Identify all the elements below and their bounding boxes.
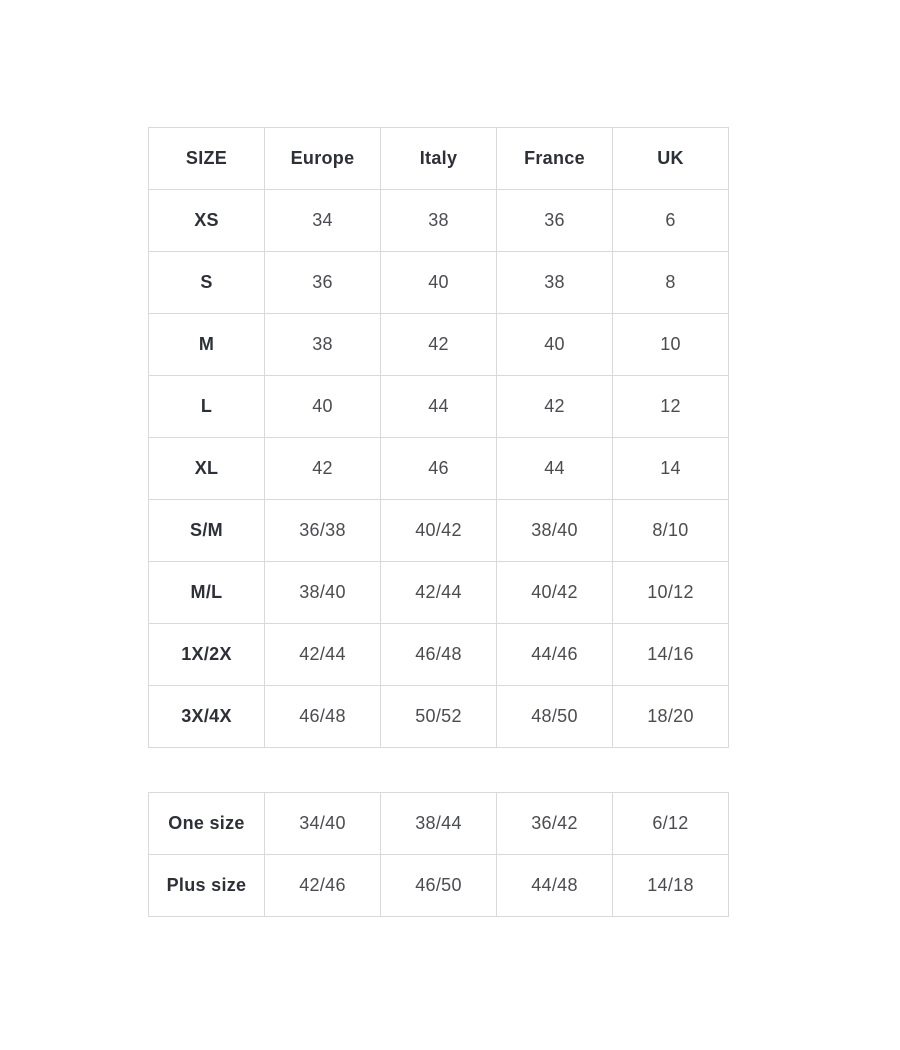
size-label-cell: One size xyxy=(149,793,265,855)
size-label-cell: M/L xyxy=(149,562,265,624)
size-value-cell: 8 xyxy=(613,252,729,314)
size-value-cell: 42 xyxy=(265,438,381,500)
size-label-cell: Plus size xyxy=(149,855,265,917)
size-value-cell: 42/46 xyxy=(265,855,381,917)
size-conversion-table xyxy=(148,127,729,748)
table-row xyxy=(149,562,729,624)
size-value-cell: 36 xyxy=(265,252,381,314)
size-value-cell: 42 xyxy=(497,376,613,438)
one-size-plus-size-table xyxy=(148,792,729,917)
column-header-uk: UK xyxy=(613,128,729,190)
column-header-france: France xyxy=(497,128,613,190)
size-label-cell: L xyxy=(149,376,265,438)
size-value-cell: 38/40 xyxy=(497,500,613,562)
size-label-cell: XL xyxy=(149,438,265,500)
size-value-cell: 36/38 xyxy=(265,500,381,562)
table-row xyxy=(149,438,729,500)
column-header-europe: Europe xyxy=(265,128,381,190)
size-value-cell: 42 xyxy=(381,314,497,376)
size-value-cell: 44 xyxy=(381,376,497,438)
size-value-cell: 44 xyxy=(497,438,613,500)
size-value-cell: 36/42 xyxy=(497,793,613,855)
size-value-cell: 40/42 xyxy=(381,500,497,562)
secondary-table-body xyxy=(149,793,729,917)
header-row xyxy=(149,128,729,190)
size-value-cell: 6 xyxy=(613,190,729,252)
size-value-cell: 34/40 xyxy=(265,793,381,855)
size-value-cell: 40 xyxy=(381,252,497,314)
table-row xyxy=(149,500,729,562)
size-value-cell: 44/46 xyxy=(497,624,613,686)
table-row xyxy=(149,190,729,252)
size-label-cell: M xyxy=(149,314,265,376)
size-value-cell: 40 xyxy=(497,314,613,376)
size-value-cell: 12 xyxy=(613,376,729,438)
size-table-body xyxy=(149,190,729,748)
size-table-header xyxy=(149,128,729,190)
size-value-cell: 38/44 xyxy=(381,793,497,855)
size-value-cell: 50/52 xyxy=(381,686,497,748)
size-value-cell: 6/12 xyxy=(613,793,729,855)
size-value-cell: 38 xyxy=(265,314,381,376)
size-value-cell: 14/18 xyxy=(613,855,729,917)
size-value-cell: 46/50 xyxy=(381,855,497,917)
size-value-cell: 46/48 xyxy=(265,686,381,748)
size-value-cell: 42/44 xyxy=(265,624,381,686)
size-label-cell: 3X/4X xyxy=(149,686,265,748)
table-row xyxy=(149,624,729,686)
size-value-cell: 48/50 xyxy=(497,686,613,748)
size-value-cell: 18/20 xyxy=(613,686,729,748)
column-header-size: SIZE xyxy=(149,128,265,190)
size-label-cell: XS xyxy=(149,190,265,252)
size-value-cell: 38 xyxy=(381,190,497,252)
table-row xyxy=(149,793,729,855)
main-size-table-container xyxy=(148,127,729,748)
size-value-cell: 14 xyxy=(613,438,729,500)
size-value-cell: 36 xyxy=(497,190,613,252)
size-value-cell: 44/48 xyxy=(497,855,613,917)
size-value-cell: 46 xyxy=(381,438,497,500)
size-label-cell: S/M xyxy=(149,500,265,562)
size-label-cell: S xyxy=(149,252,265,314)
size-value-cell: 8/10 xyxy=(613,500,729,562)
size-value-cell: 40 xyxy=(265,376,381,438)
size-value-cell: 46/48 xyxy=(381,624,497,686)
table-row xyxy=(149,686,729,748)
size-value-cell: 10 xyxy=(613,314,729,376)
size-value-cell: 40/42 xyxy=(497,562,613,624)
size-value-cell: 34 xyxy=(265,190,381,252)
table-row xyxy=(149,376,729,438)
size-value-cell: 10/12 xyxy=(613,562,729,624)
table-row xyxy=(149,855,729,917)
table-row xyxy=(149,314,729,376)
size-label-cell: 1X/2X xyxy=(149,624,265,686)
table-row xyxy=(149,252,729,314)
column-header-italy: Italy xyxy=(381,128,497,190)
size-value-cell: 14/16 xyxy=(613,624,729,686)
secondary-size-table-container xyxy=(148,792,729,917)
size-value-cell: 42/44 xyxy=(381,562,497,624)
size-value-cell: 38 xyxy=(497,252,613,314)
size-value-cell: 38/40 xyxy=(265,562,381,624)
